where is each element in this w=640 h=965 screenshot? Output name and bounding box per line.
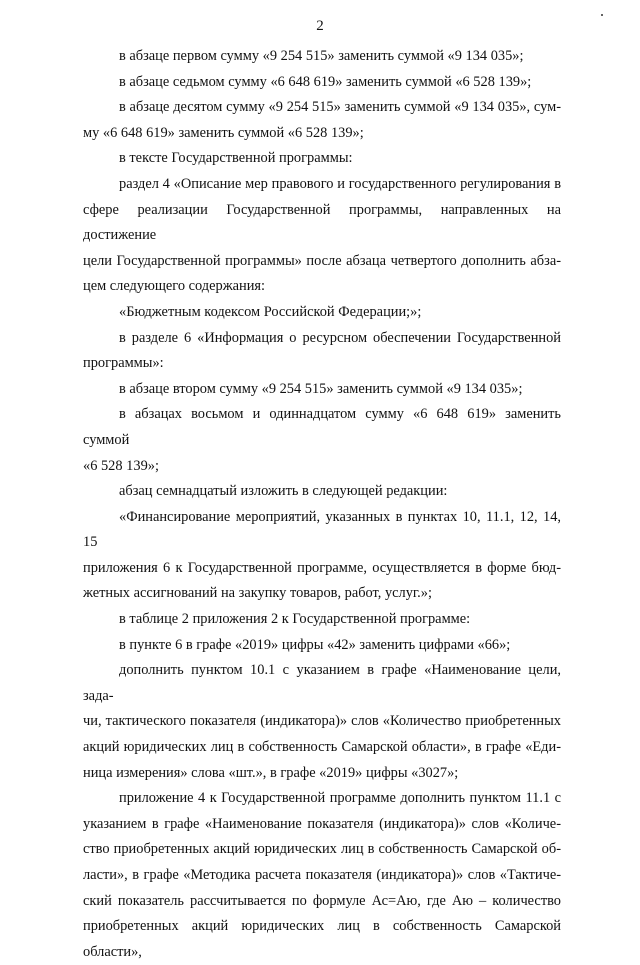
paragraph-p15-line-3: ство приобретенных акций юридических лиц в собственность Самарской об- [83, 841, 561, 858]
paragraph-p11-line-2: приложения 6 к Государственной программе, осуществляется в форме бюд- [83, 559, 561, 576]
paragraph-p15-line-2: указанием в графе «Наименование показателя (индикатора)» слов «Количе- [83, 815, 561, 832]
page-number: 2 [316, 18, 324, 34]
paragraph-p10-line-1: абзац семнадцатый изложить в следующей редакции: [119, 483, 448, 500]
paragraph-p14-line-1: дополнить пунктом 10.1 с указанием в графе «Наименование цели, зада- [83, 662, 561, 704]
paragraph-p1-line-1: в абзаце первом сумму «9 254 515» заменить суммой «9 134 035»; [119, 48, 524, 64]
paragraph-p9-line-2: «6 528 139»; [83, 457, 159, 474]
paragraph-p4-line-1: в тексте Государственной программы: [119, 150, 353, 167]
paragraph-p3-line-1: в абзаце десятом сумму «9 254 515» заменить суммой «9 134 035», сум- [119, 99, 561, 116]
paragraph-p11-line-1: «Финансирование мероприятий, указанных в пунктах 10, 11.1, 12, 14, 15 [83, 508, 561, 551]
paragraph-p6-line-1: «Бюджетным кодексом Российской Федерации;»; [119, 303, 422, 320]
paragraph-p8-line-1: в абзаце втором сумму «9 254 515» заменить суммой «9 134 035»; [119, 380, 523, 397]
paragraph-p5-line-4: цем следующего содержания: [83, 278, 266, 295]
paragraph-p14-line-4: ница измерения» слова «шт.», в графе «2019» цифры «3027»; [83, 764, 459, 781]
paragraph-p7-line-1: в разделе 6 «Информация о ресурсном обеспечении Государственной [119, 329, 561, 346]
paragraph-p7-line-2: программы»: [83, 355, 164, 372]
paragraph-p5-line-2: сфере реализации Государственной программы, направленных на достижение [83, 201, 561, 244]
document-body [83, 44, 561, 965]
paragraph-p5-line-1: раздел 4 «Описание мер правового и государственного регулирования в [119, 175, 561, 192]
paragraph-p9-line-1: в абзацах восьмом и одиннадцатом сумму «6 648 619» заменить суммой [83, 406, 561, 448]
paragraph-p15-line-6: приобретенных акций юридических лиц в собственность Самарской области», [83, 918, 561, 960]
paragraph-p14-line-2: чи, тактического показателя (индикатора)» слов «Количество приобретенных [83, 713, 561, 730]
paragraph-p15-line-5: ский показатель рассчитывается по формуле Ас=Аю, где Аю – количество [83, 892, 561, 909]
paragraph-p12-line-1: в таблице 2 приложения 2 к Государственной программе: [119, 611, 471, 628]
scan-speck [601, 14, 603, 16]
paragraph-p15-line-1: приложение 4 к Государственной программе дополнить пунктом 11.1 с [119, 790, 561, 807]
paragraph-p14-line-3: акций юридических лиц в собственность Самарской области», в графе «Еди- [83, 739, 561, 756]
paragraph-p13-line-1: в пункте 6 в графе «2019» цифры «42» заменить цифрами «66»; [119, 636, 511, 653]
paragraph-p5-line-3: цели Государственной программы» после абзаца четвертого дополнить абза- [83, 252, 561, 269]
paragraph-p15-line-4: ласти», в графе «Методика расчета показателя (индикатора)» слов «Тактиче- [83, 867, 561, 883]
paragraph-p2-line-1: в абзаце седьмом сумму «6 648 619» заменить суммой «6 528 139»; [119, 73, 532, 90]
paragraph-p11-line-3: жетных ассигнований на закупку товаров, работ, услуг.»; [83, 585, 432, 602]
paragraph-p3-line-2: му «6 648 619» заменить суммой «6 528 139»; [83, 124, 364, 141]
